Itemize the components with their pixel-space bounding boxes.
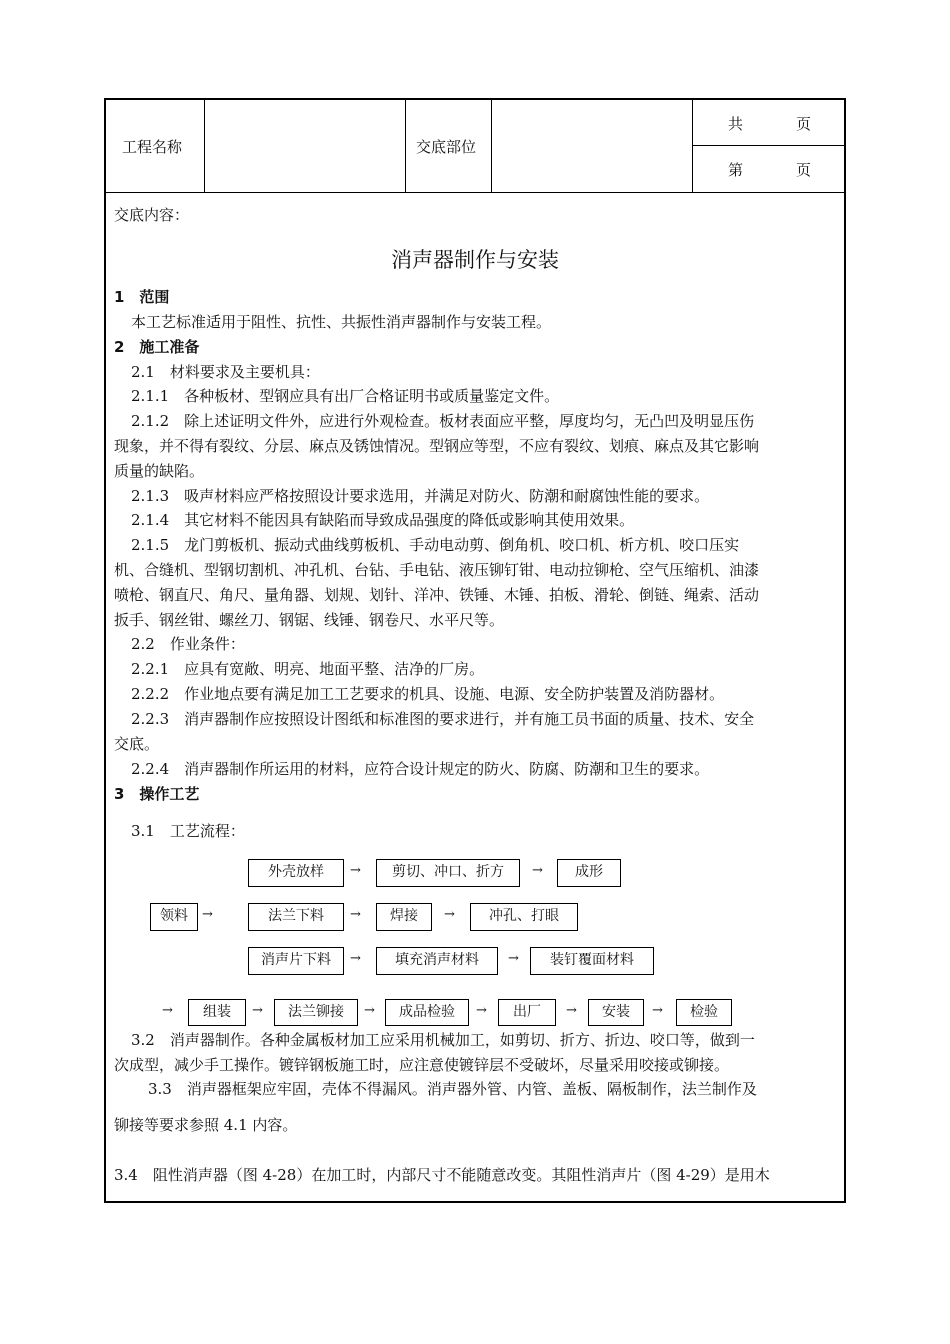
flow-box-leave-factory: 出厂 [498, 999, 556, 1026]
section-2-1-3: 2.1.3 吸声材料应严格按照设计要求选用，并满足对防火、防潮和耐腐蚀性能的要求。 [131, 487, 710, 505]
page-number-unit: 页 [796, 161, 812, 179]
total-pages-label: 共 [728, 115, 744, 133]
section-2-1: 2.1 材料要求及主要机具： [131, 363, 320, 381]
flow-arrow: → [350, 951, 361, 966]
flow-box-install: 安装 [588, 999, 644, 1026]
section-3-1: 3.1 工艺流程： [131, 822, 245, 840]
section-2-1-5-line-2: 机、合缝机、型钢切割机、冲孔机、台钻、手电钻、液压铆钉钳、电动拉铆枪、空气压缩机、油漆 [114, 561, 760, 579]
section-2-2-3-line-1: 2.2.3 消声器制作应按照设计图纸和标准图的要求进行，并有施工员书面的质量、技术、安全 [131, 710, 755, 728]
section-2-1-2-line-3: 质量的缺陷。 [114, 462, 205, 480]
header-page-split [692, 145, 844, 146]
section-2-2-1: 2.2.1 应具有宽敞、明亮、地面平整、洁净的厂房。 [131, 660, 485, 678]
section-3-2-line-1: 3.2 消声器制作。各种金属板材加工应采用机械加工，如剪切、折方、折边、咬口等，做到一 [131, 1031, 755, 1049]
flow-arrow: → [252, 1003, 263, 1018]
section-2-2-3-line-2: 交底。 [114, 735, 160, 753]
flow-arrow: → [508, 951, 519, 966]
section-2-1-4: 2.1.4 其它材料不能因具有缺陷而导致成品强度的降低或影响其使用效果。 [131, 511, 635, 529]
flow-box-cutting: 剪切、冲口、折方 [376, 859, 520, 887]
section-3-heading: 3 操作工艺 [114, 785, 200, 803]
section-3-3-line-2: 铆接等要求参照 4.1 内容。 [114, 1116, 298, 1134]
flow-box-filling: 填充消声材料 [376, 947, 498, 975]
section-3-3-line-1: 3.3 消声器框架应牢固，壳体不得漏风。消声器外管、内管、盖板、隔板制作，法兰制作及 [148, 1080, 757, 1098]
header-divider-2 [405, 100, 406, 192]
flow-arrow: → [444, 907, 455, 922]
section-2-2: 2.2 作业条件： [131, 635, 245, 653]
flow-box-flange-riveting: 法兰铆接 [274, 999, 358, 1026]
handover-part-label: 交底部位 [416, 138, 477, 156]
flow-arrow: → [350, 863, 361, 878]
header-divider-3 [491, 100, 492, 192]
section-2-2-4: 2.2.4 消声器制作所运用的材料，应符合设计规定的防火、防腐、防潮和卫生的要求。 [131, 760, 710, 778]
flow-arrow: → [532, 863, 543, 878]
section-2-1-5-line-4: 扳手、钢丝钳、螺丝刀、钢锯、线锤、钢卷尺、水平尺等。 [114, 611, 505, 629]
page-number-label: 第 [728, 161, 744, 179]
flow-box-forming: 成形 [557, 859, 621, 887]
section-2-1-1: 2.1.1 各种板材、型钢应具有出厂合格证明书或质量鉴定文件。 [131, 387, 560, 405]
header-divider-4 [692, 100, 693, 192]
section-2-1-5-line-1: 2.1.5 龙门剪板机、振动式曲线剪板机、手动电动剪、倒角机、咬口机、析方机、咬口压实 [131, 536, 740, 554]
flow-box-flange-cutting: 法兰下料 [248, 903, 344, 931]
flow-box-punching: 冲孔、打眼 [470, 903, 578, 931]
flow-arrow: → [202, 907, 213, 922]
flow-arrow: → [652, 1003, 663, 1018]
flow-arrow: → [364, 1003, 375, 1018]
section-3-4: 3.4 阻性消声器（图 4-28）在加工时，内部尺寸不能随意改变。其阻性消声片（图 4-29）是用木 [114, 1166, 770, 1184]
flow-arrow: → [162, 1003, 173, 1018]
header-bottom-line [106, 192, 844, 193]
flow-box-shell-layout: 外壳放样 [248, 859, 344, 887]
flow-box-inspection: 成品检验 [385, 999, 469, 1026]
section-1-text: 本工艺标准适用于阻性、抗性、共振性消声器制作与安装工程。 [131, 313, 552, 331]
flow-arrow: → [350, 907, 361, 922]
flow-box-silencer-sheet-cutting: 消声片下料 [248, 947, 344, 975]
section-2-2-2: 2.2.2 作业地点要有满足加工工艺要求的机具、设施、电源、安全防护装置及消防器材。 [131, 685, 725, 703]
section-2-heading: 2 施工准备 [114, 338, 200, 356]
document-title: 消声器制作与安装 [391, 248, 559, 272]
flow-start-box: 领料 [150, 903, 198, 931]
total-pages-unit: 页 [796, 115, 812, 133]
flow-box-welding: 焊接 [376, 903, 432, 931]
section-2-1-2-line-1: 2.1.2 除上述证明文件外，应进行外观检查。板材表面应平整，厚度均匀，无凸凹及明显压伤 [131, 412, 755, 430]
project-name-label: 工程名称 [122, 138, 183, 156]
section-2-1-2-line-2: 现象，并不得有裂纹、分层、麻点及锈蚀情况。型钢应等型，不应有裂纹、划痕、麻点及其它影响 [114, 437, 760, 455]
flow-arrow: → [476, 1003, 487, 1018]
section-2-1-5-line-3: 喷枪、钢直尺、角尺、量角器、划规、划针、洋冲、铁锤、木锤、拍板、滑轮、倒链、绳索、活动 [114, 586, 760, 604]
flow-box-covering: 装钉覆面材料 [530, 947, 654, 975]
flow-box-check: 检验 [676, 999, 732, 1026]
header-divider-1 [204, 100, 205, 192]
content-label: 交底内容： [114, 206, 190, 224]
flow-arrow: → [566, 1003, 577, 1018]
flow-box-assembly: 组装 [188, 999, 246, 1026]
section-1-heading: 1 范围 [114, 288, 170, 306]
section-3-2-line-2: 次成型，减少手工操作。镀锌钢板施工时，应注意使镀锌层不受破坏，尽量采用咬接或铆接。 [114, 1056, 730, 1074]
